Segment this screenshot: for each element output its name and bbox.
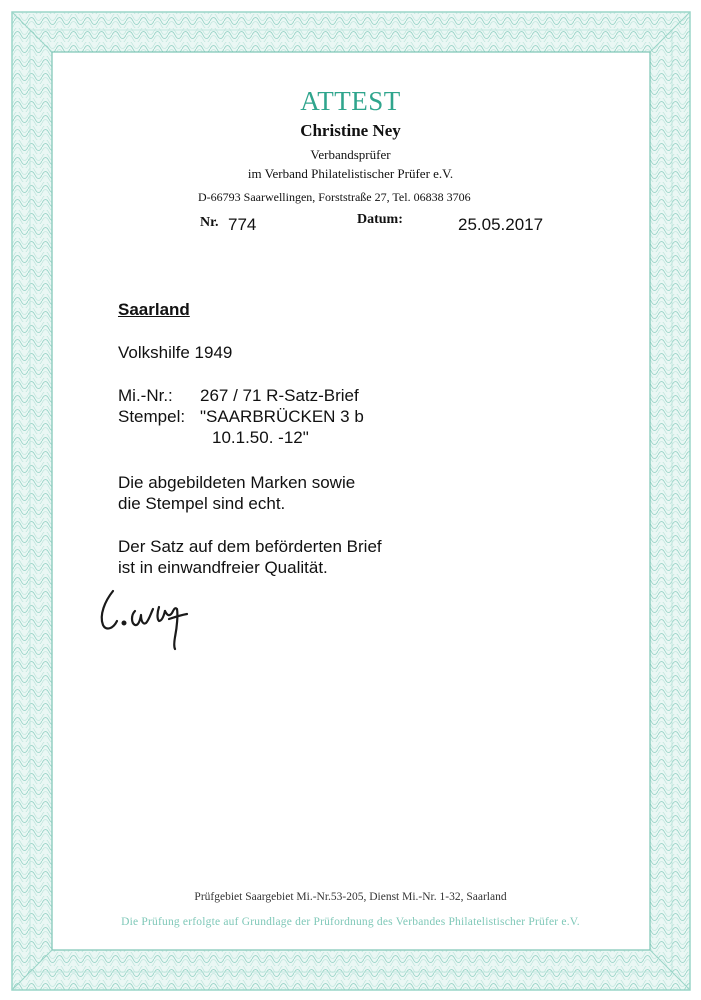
authenticity-statement-line-2: die Stempel sind echt. — [118, 494, 286, 513]
examiner-association: im Verband Philatelistischer Prüfer e.V. — [247, 166, 454, 181]
handwritten-signature — [95, 585, 205, 655]
examiner-name: Christine Ney — [300, 121, 401, 140]
postmark-label: Stempel: — [118, 407, 186, 426]
examination-rules-note: Die Prüfung erfolgte auf Grundlage der Prüfordnung des Verbandes Philatelistischer Prüfer e.V. — [121, 916, 580, 928]
region-heading: Saarland — [118, 300, 190, 319]
date-label: Datum: — [357, 212, 403, 227]
stamp-issue: Volkshilfe 1949 — [118, 343, 233, 362]
certificate-number: 774 — [228, 215, 257, 234]
certificate-title: ATTEST — [300, 86, 401, 116]
examiner-address: D-66793 Saarwellingen, Forststraße 27, Tel. 06838 3706 — [198, 190, 471, 204]
quality-statement-line-2: ist in einwandfreier Qualität. — [118, 558, 328, 577]
examiner-role: Verbandsprüfer — [310, 147, 391, 162]
examination-scope: Prüfgebiet Saargebiet Mi.-Nr.53-205, Dienst Mi.-Nr. 1-32, Saarland — [194, 891, 507, 903]
authenticity-statement-line-1: Die abgebildeten Marken sowie — [118, 473, 356, 492]
number-label: Nr. — [200, 215, 219, 230]
postmark-line-2: 10.1.50. -12" — [212, 428, 309, 447]
catalog-number-label: Mi.-Nr.: — [118, 386, 173, 405]
quality-statement-line-1: Der Satz auf dem beförderten Brief — [118, 537, 382, 556]
postmark-line-1: "SAARBRÜCKEN 3 b — [200, 407, 364, 426]
catalog-number-value: 267 / 71 R-Satz-Brief — [200, 386, 359, 405]
certificate-date: 25.05.2017 — [458, 215, 544, 234]
